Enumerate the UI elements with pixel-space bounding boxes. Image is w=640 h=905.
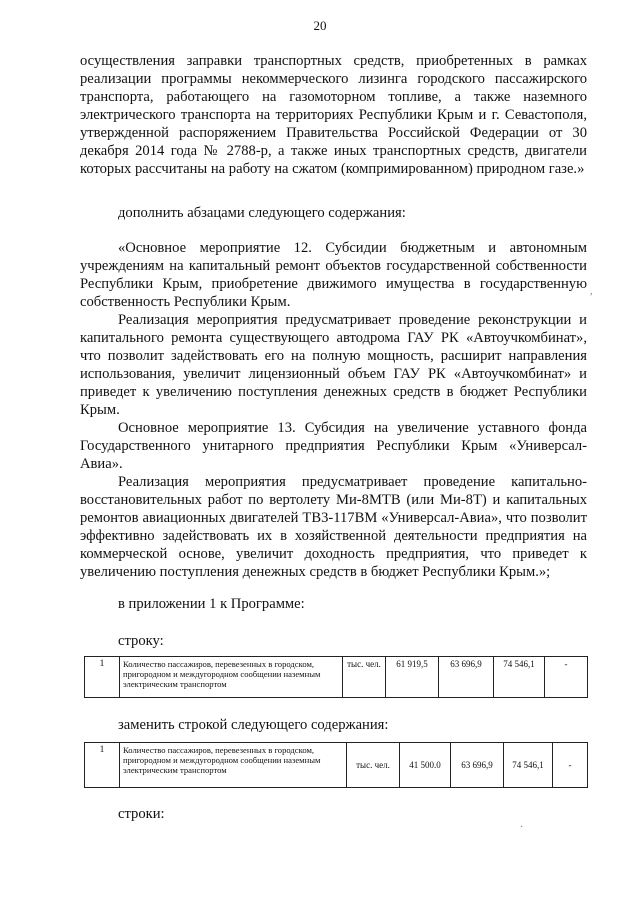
cell-value-2: 63 696,9 <box>439 657 494 698</box>
scan-speck: · <box>520 822 524 833</box>
cell-unit: тыс. чел. <box>347 743 400 788</box>
measure-13-implementation: Реализация мероприятия предусматривает проведение капитально-восстановительных работ по вертолету Ми-8МТВ (или Ми-8Т) и капитальных ремонтов авиационных двигателей ТВ3-117ВМ «Универсал-Авиа», что позволит эффективно задействовать их в хозяйственной деятельности предприятия на коммерческой основе, увеличит доходность предприятия, что приведет к увеличению поступления денежных средств в бюджет Республики Крым.»; <box>80 474 587 580</box>
measure-13-paragraph: Основное мероприятие 13. Субсидия на увеличение уставного фонда Государственного унитарного предприятия Республики Крым «Универсал-Авиа». <box>80 420 587 472</box>
paragraph-continuation <box>80 52 587 178</box>
page-number: 20 <box>313 18 327 33</box>
cell-value-4: - <box>553 743 588 788</box>
cell-value-2: 63 696,9 <box>451 743 504 788</box>
measure-12-implementation: Реализация мероприятия предусматривает проведение реконструкции и капитального ремонта существующего автодрома ГАУ РК «Автоучкомбинат», что позволит задействовать его на полную мощность, расширит направления использования, увеличит лицензионный объем ГАУ РК «Автоучкомбинат» и приведет к увеличению поступления денежных средств в бюджет Республики Крым. <box>80 312 587 418</box>
scan-speck: , <box>590 286 593 297</box>
table-row <box>85 743 588 788</box>
cell-number: 1 <box>85 743 120 788</box>
cell-value-1: 41 500.0 <box>400 743 451 788</box>
cell-unit: тыс. чел. <box>343 657 386 698</box>
table-row <box>85 657 588 698</box>
label-row: строку: <box>118 633 164 649</box>
instruction-replace: заменить строкой следующего содержания: <box>118 717 389 733</box>
instruction-appendix: в приложении 1 к Программе: <box>118 596 305 612</box>
cell-value-1: 61 919,5 <box>386 657 439 698</box>
instruction-add: дополнить абзацами следующего содержания: <box>118 205 406 221</box>
cell-indicator: Количество пассажиров, перевезенных в городском, пригородном и междугородном сообщении наземным электрическим транспортом <box>120 743 347 788</box>
cell-indicator: Количество пассажиров, перевезенных в городском, пригородном и междугородном сообщении наземным электрическим транспортом <box>120 657 343 698</box>
label-rows: строки: <box>118 806 165 822</box>
cell-value-3: 74 546,1 <box>504 743 553 788</box>
table-new-row <box>84 742 588 788</box>
cell-value-4: - <box>545 657 588 698</box>
added-paragraphs <box>80 239 587 581</box>
cell-value-3: 74 546,1 <box>494 657 545 698</box>
table-old-row <box>84 656 588 698</box>
paragraph-1: осуществления заправки транспортных средств, приобретенных в рамках реализации программы некоммерческого лизинга городского пассажирского транспорта, работающего на газомоторном топливе, а также наземного электрического транспорта на территориях Республики Крым и г. Севастополя, утвержденной распоряжением Правительства Российской Федерации от 30 декабря 2014 года № 2788-р, а также иных транспортных средств, двигатели которых рассчитаны на работу на сжатом (компримированном) природном газе.» <box>80 53 587 177</box>
cell-number: 1 <box>85 657 120 698</box>
measure-12-paragraph: «Основное мероприятие 12. Субсидии бюджетным и автономным учреждениям на капитальный ремонт объектов государственной собственности Республики Крым, приобретение движимого имущества в государственную собственность Республики Крым. <box>80 240 587 310</box>
